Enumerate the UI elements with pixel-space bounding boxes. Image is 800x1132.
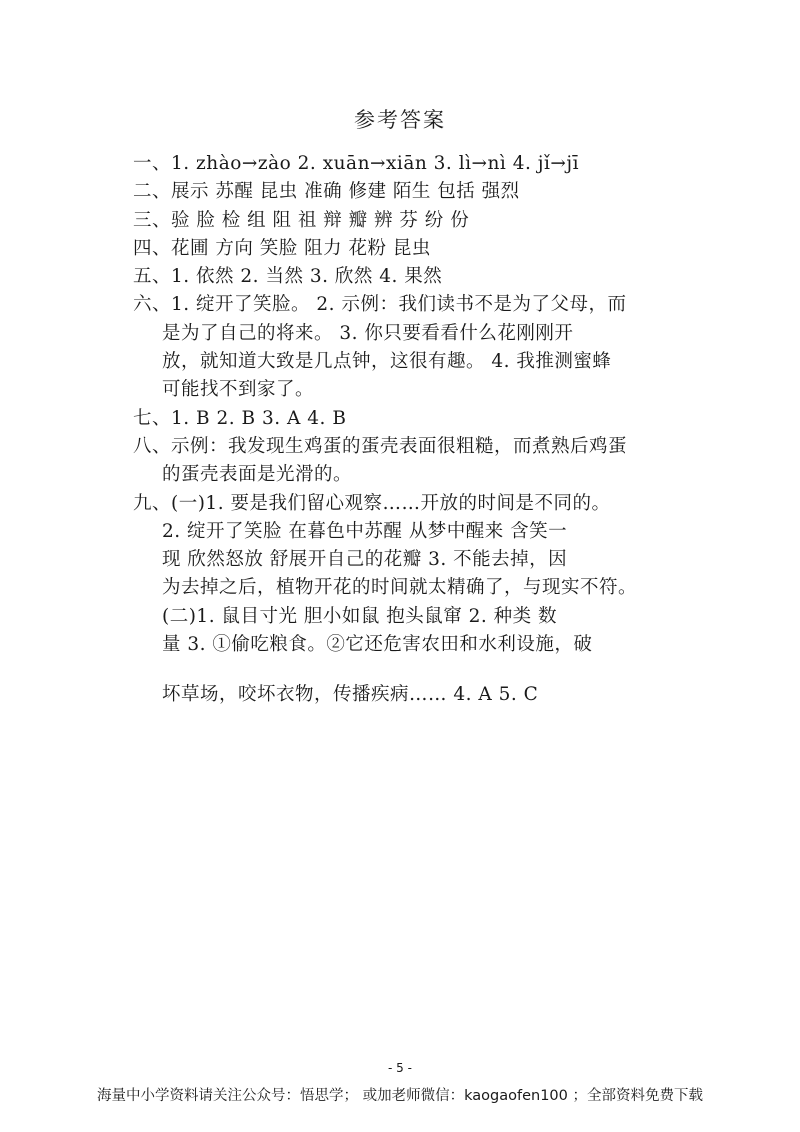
answer-line-13: 九、(一)1. 要是我们留心观察……开放的时间是不同的。 bbox=[133, 492, 611, 514]
answer-line-7: 是为了自己的将来。 3. 你只要看看什么花刚刚开 bbox=[162, 322, 574, 344]
answer-line-19: 坏草场，咬坏衣物，传播疾病…… 4. A 5. C bbox=[162, 684, 539, 706]
page-number: - 5 - bbox=[388, 1061, 412, 1075]
answer-line-17: (二)1. 鼠目寸光 胆小如鼠 抱头鼠窜 2. 种类 数 bbox=[162, 605, 558, 627]
answer-line-14: 2. 绽开了笑脸 在暮色中苏醒 从梦中醒来 含笑一 bbox=[162, 520, 568, 542]
answer-line-16: 为去掉之后，植物开花的时间就太精确了，与现实不符。 bbox=[162, 577, 638, 599]
answer-line-4: 四、花圃 方向 笑脸 阻力 花粉 昆虫 bbox=[133, 237, 431, 259]
answer-line-3: 三、验 脸 检 组 阻 祖 辩 瓣 辨 芬 纷 份 bbox=[133, 209, 470, 231]
page-title: 参考答案 bbox=[354, 108, 446, 132]
answer-line-11: 八、示例：我发现生鸡蛋的蛋壳表面很粗糙，而煮熟后鸡蛋 bbox=[133, 435, 628, 457]
answer-line-1: 一、1. zhào→zào 2. xuān→xiān 3. lì→nì 4. jǐ→jī bbox=[133, 153, 580, 174]
answer-line-15: 现 欣然怒放 舒展开自己的花瓣 3. 不能去掉，因 bbox=[162, 549, 568, 571]
answer-line-6: 六、1. 绽开了笑脸。 2. 示例：我们读书不是为了父母，而 bbox=[133, 294, 627, 316]
answer-line-5: 五、1. 依然 2. 当然 3. 欣然 4. 果然 bbox=[133, 266, 443, 288]
answer-line-18: 量 3. ①偷吃粮食。②它还危害农田和水利设施，破 bbox=[162, 634, 593, 656]
answer-line-2: 二、展示 苏醒 昆虫 准确 修建 陌生 包括 强烈 bbox=[133, 181, 520, 203]
footer-notice: 海量中小学资料请关注公众号：悟思学； 或加老师微信：kaogaofen100 ；全部资料免费下载 bbox=[97, 1088, 703, 1104]
answer-line-10: 七、1. B 2. B 3. A 4. B bbox=[133, 407, 347, 429]
answer-line-12: 的蛋壳表面是光滑的。 bbox=[162, 464, 353, 486]
answer-line-8: 放，就知道大致是几点钟，这很有趣。 4. 我推测蜜蜂 bbox=[162, 351, 612, 373]
answer-line-9: 可能找不到家了。 bbox=[162, 379, 315, 401]
answer-list bbox=[133, 150, 673, 710]
